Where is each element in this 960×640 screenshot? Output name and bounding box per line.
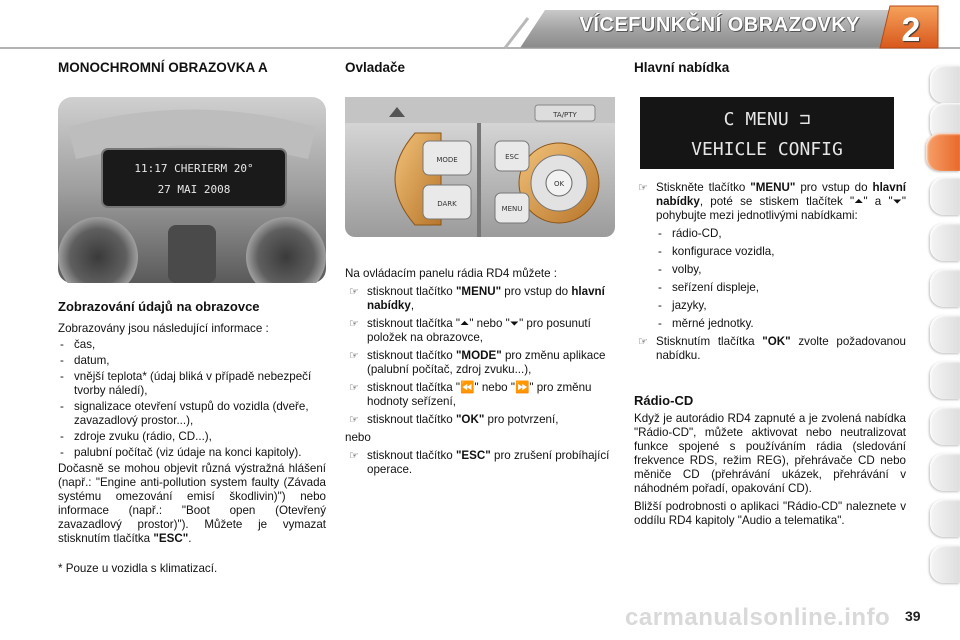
left-paragraph (58, 462, 326, 546)
ok-label: OK (553, 180, 565, 188)
rewind-icon: ⏪ (460, 381, 475, 394)
radio-cd-paragraph: Když je autorádio RD4 zapnuté a je zvolená nabídka "Rádio-CD", můžete aktivovat nebo neutralizovat funkce spojené s používáním rádia (sledování frekvence RDS, režim REG), přehrávače CD nebo měniče CD (přehrávání ukázek, přehrávání v náhodném pořadí, opakování CD). (634, 412, 906, 495)
list-item: - jazyky, (656, 299, 906, 313)
menu-label: MENU (501, 205, 523, 213)
list-item: ☞ stisknout tlačítko "OK" pro potvrzení, (349, 413, 559, 426)
chapter-tab[interactable] (930, 223, 960, 261)
pointing-hand-icon: ☞ (638, 336, 648, 348)
list-item: ☞ stisknout tlačítko "ESC" pro zrušení probíhající operace. (349, 449, 610, 476)
dashboard-display-image (58, 97, 326, 283)
page-title: VÍCEFUNKČNÍ OBRAZOVKY (579, 14, 860, 36)
chapter-tab[interactable] (930, 453, 960, 491)
display-line-2: 27 MAI 2008 (157, 183, 231, 196)
right-column (634, 60, 906, 528)
arrow-down-icon: ⏷ (892, 195, 902, 208)
list-item: - rádio-CD, (656, 227, 906, 241)
chapter-tab[interactable] (930, 545, 960, 583)
list-item: - čas, (58, 338, 326, 352)
middle-section-title: Ovladače (345, 60, 406, 75)
chapter-tab[interactable] (930, 269, 960, 307)
arrow-up-icon: ⏶ (854, 195, 864, 208)
list-item: ☞ Stisknutím tlačítka "OK" zvolte požadovanou nabídku. (638, 335, 907, 362)
list-item: - palubní počítač (viz údaje na konci kapitoly). (58, 446, 326, 460)
page-header (0, 0, 960, 52)
list-item: ☞ stisknout tlačítko "MENU" pro vstup do hlavní nabídky, (349, 285, 605, 312)
chapter-tab[interactable] (930, 407, 960, 445)
list-item: ☞ stisknout tlačítko "MODE" pro změnu aplikace (palubní počítač, zdroj zvuku...), (349, 349, 606, 376)
esc-label: ESC (505, 153, 519, 161)
footnote: * Pouze u vozidla s klimatizací. (58, 562, 218, 575)
left-subtitle: Zobrazování údajů na obrazovce (58, 299, 260, 314)
pointing-hand-icon: ☞ (638, 182, 648, 194)
chapter-tabs (926, 65, 960, 595)
chapter-tab-active[interactable] (926, 133, 960, 171)
menu-instructions (634, 181, 906, 223)
radio-cd-title: Rádio-CD (634, 393, 694, 408)
list-item: - měrné jednotky. (656, 317, 906, 331)
list-item: - zdroje zvuku (rádio, CD...), (58, 430, 326, 444)
arrow-down-icon: ⏷ (509, 317, 520, 330)
fast-forward-icon: ⏩ (514, 381, 530, 394)
pointing-hand-icon: ☞ (349, 414, 359, 426)
arrow-up-icon: ⏶ (460, 317, 470, 330)
controls-list (345, 285, 615, 427)
list-item: ☞ stisknout tlačítka "⏶" nebo "⏷" pro posunutí položek na obrazovce, (349, 317, 591, 344)
paragraph-end: . (188, 532, 192, 545)
left-section-title: MONOCHROMNÍ OBRAZOVKA A (58, 60, 268, 75)
list-item: - seřízení displeje, (656, 281, 906, 295)
list-item: - volby, (656, 263, 906, 277)
chapter-tab[interactable] (930, 177, 960, 215)
list-item: - vnější teplota* (údaj bliká v případě nebezpečí tvorby náledí), (58, 370, 326, 398)
pointing-hand-icon: ☞ (349, 286, 359, 298)
left-info-list (58, 338, 326, 460)
radio-panel-image (345, 97, 615, 237)
list-item: - konfigurace vozidla, (656, 245, 906, 259)
ta-label: TA/PTY (553, 111, 577, 119)
list-item: - signalizace otevření vstupů do vozidla (dveře, zavazadlový prostor...), (58, 400, 326, 428)
middle-intro: Na ovládacím panelu rádia RD4 můžete : (345, 267, 558, 280)
chapter-tab[interactable] (930, 361, 960, 399)
pointing-hand-icon: ☞ (349, 318, 359, 330)
page-number: 39 (905, 608, 921, 624)
list-item: - datum, (58, 354, 326, 368)
pointing-hand-icon: ☞ (349, 350, 359, 362)
chapter-badge (883, 8, 939, 52)
menu-screen-image (640, 97, 894, 169)
ok-instruction (634, 335, 906, 363)
or-text: nebo (345, 431, 371, 444)
left-column (58, 60, 326, 576)
watermark: carmanualsonline.info (625, 604, 891, 631)
left-intro: Zobrazovány jsou následující informace : (58, 322, 269, 335)
chapter-tab[interactable] (930, 65, 960, 103)
paragraph-text: Dočasně se mohou objevit různá výstražná hlášení (např.: "Engine anti-pollution system faulty (Závada systému omezování emisí škodlivin)") nebo informace (např.: "Boot open (Otevřený zavazadlový prostor)"). Můžete je vymazat stisknutím tlačítka (58, 462, 326, 545)
list-item: ☞ Stiskněte tlačítko "MENU" pro vstup do hlavní nabídky, poté se stiskem tlačítek "⏶" a "⏷" pohybujte mezi jednotlivými nabídkami: (638, 181, 907, 222)
chapter-number: 2 (901, 11, 921, 49)
middle-column (345, 60, 615, 481)
radio-cd-reference: Bližší podrobnosti o aplikaci "Rádio-CD" naleznete v oddílu RD4 kapitoly "Audio a telematika". (634, 500, 906, 527)
pointing-hand-icon: ☞ (349, 450, 359, 462)
submenu-list (656, 227, 906, 331)
right-section-title: Hlavní nabídka (634, 60, 730, 75)
chapter-tab[interactable] (930, 315, 960, 353)
chapter-tab[interactable] (930, 499, 960, 537)
screen-line-1: C MENU ⊐ (723, 109, 811, 130)
paragraph-bold: "ESC" (153, 532, 189, 545)
dark-label: DARK (437, 200, 457, 208)
screen-line-2: VEHICLE CONFIG (691, 139, 843, 160)
display-line-1: 11:17 CHERIERM 20° (134, 162, 254, 175)
list-item: ☞ stisknout tlačítka "⏪" nebo "⏩" pro změnu hodnoty seřízení, (349, 381, 592, 408)
pointing-hand-icon: ☞ (349, 382, 359, 394)
mode-label: MODE (436, 156, 458, 164)
controls-list-last (345, 449, 615, 477)
